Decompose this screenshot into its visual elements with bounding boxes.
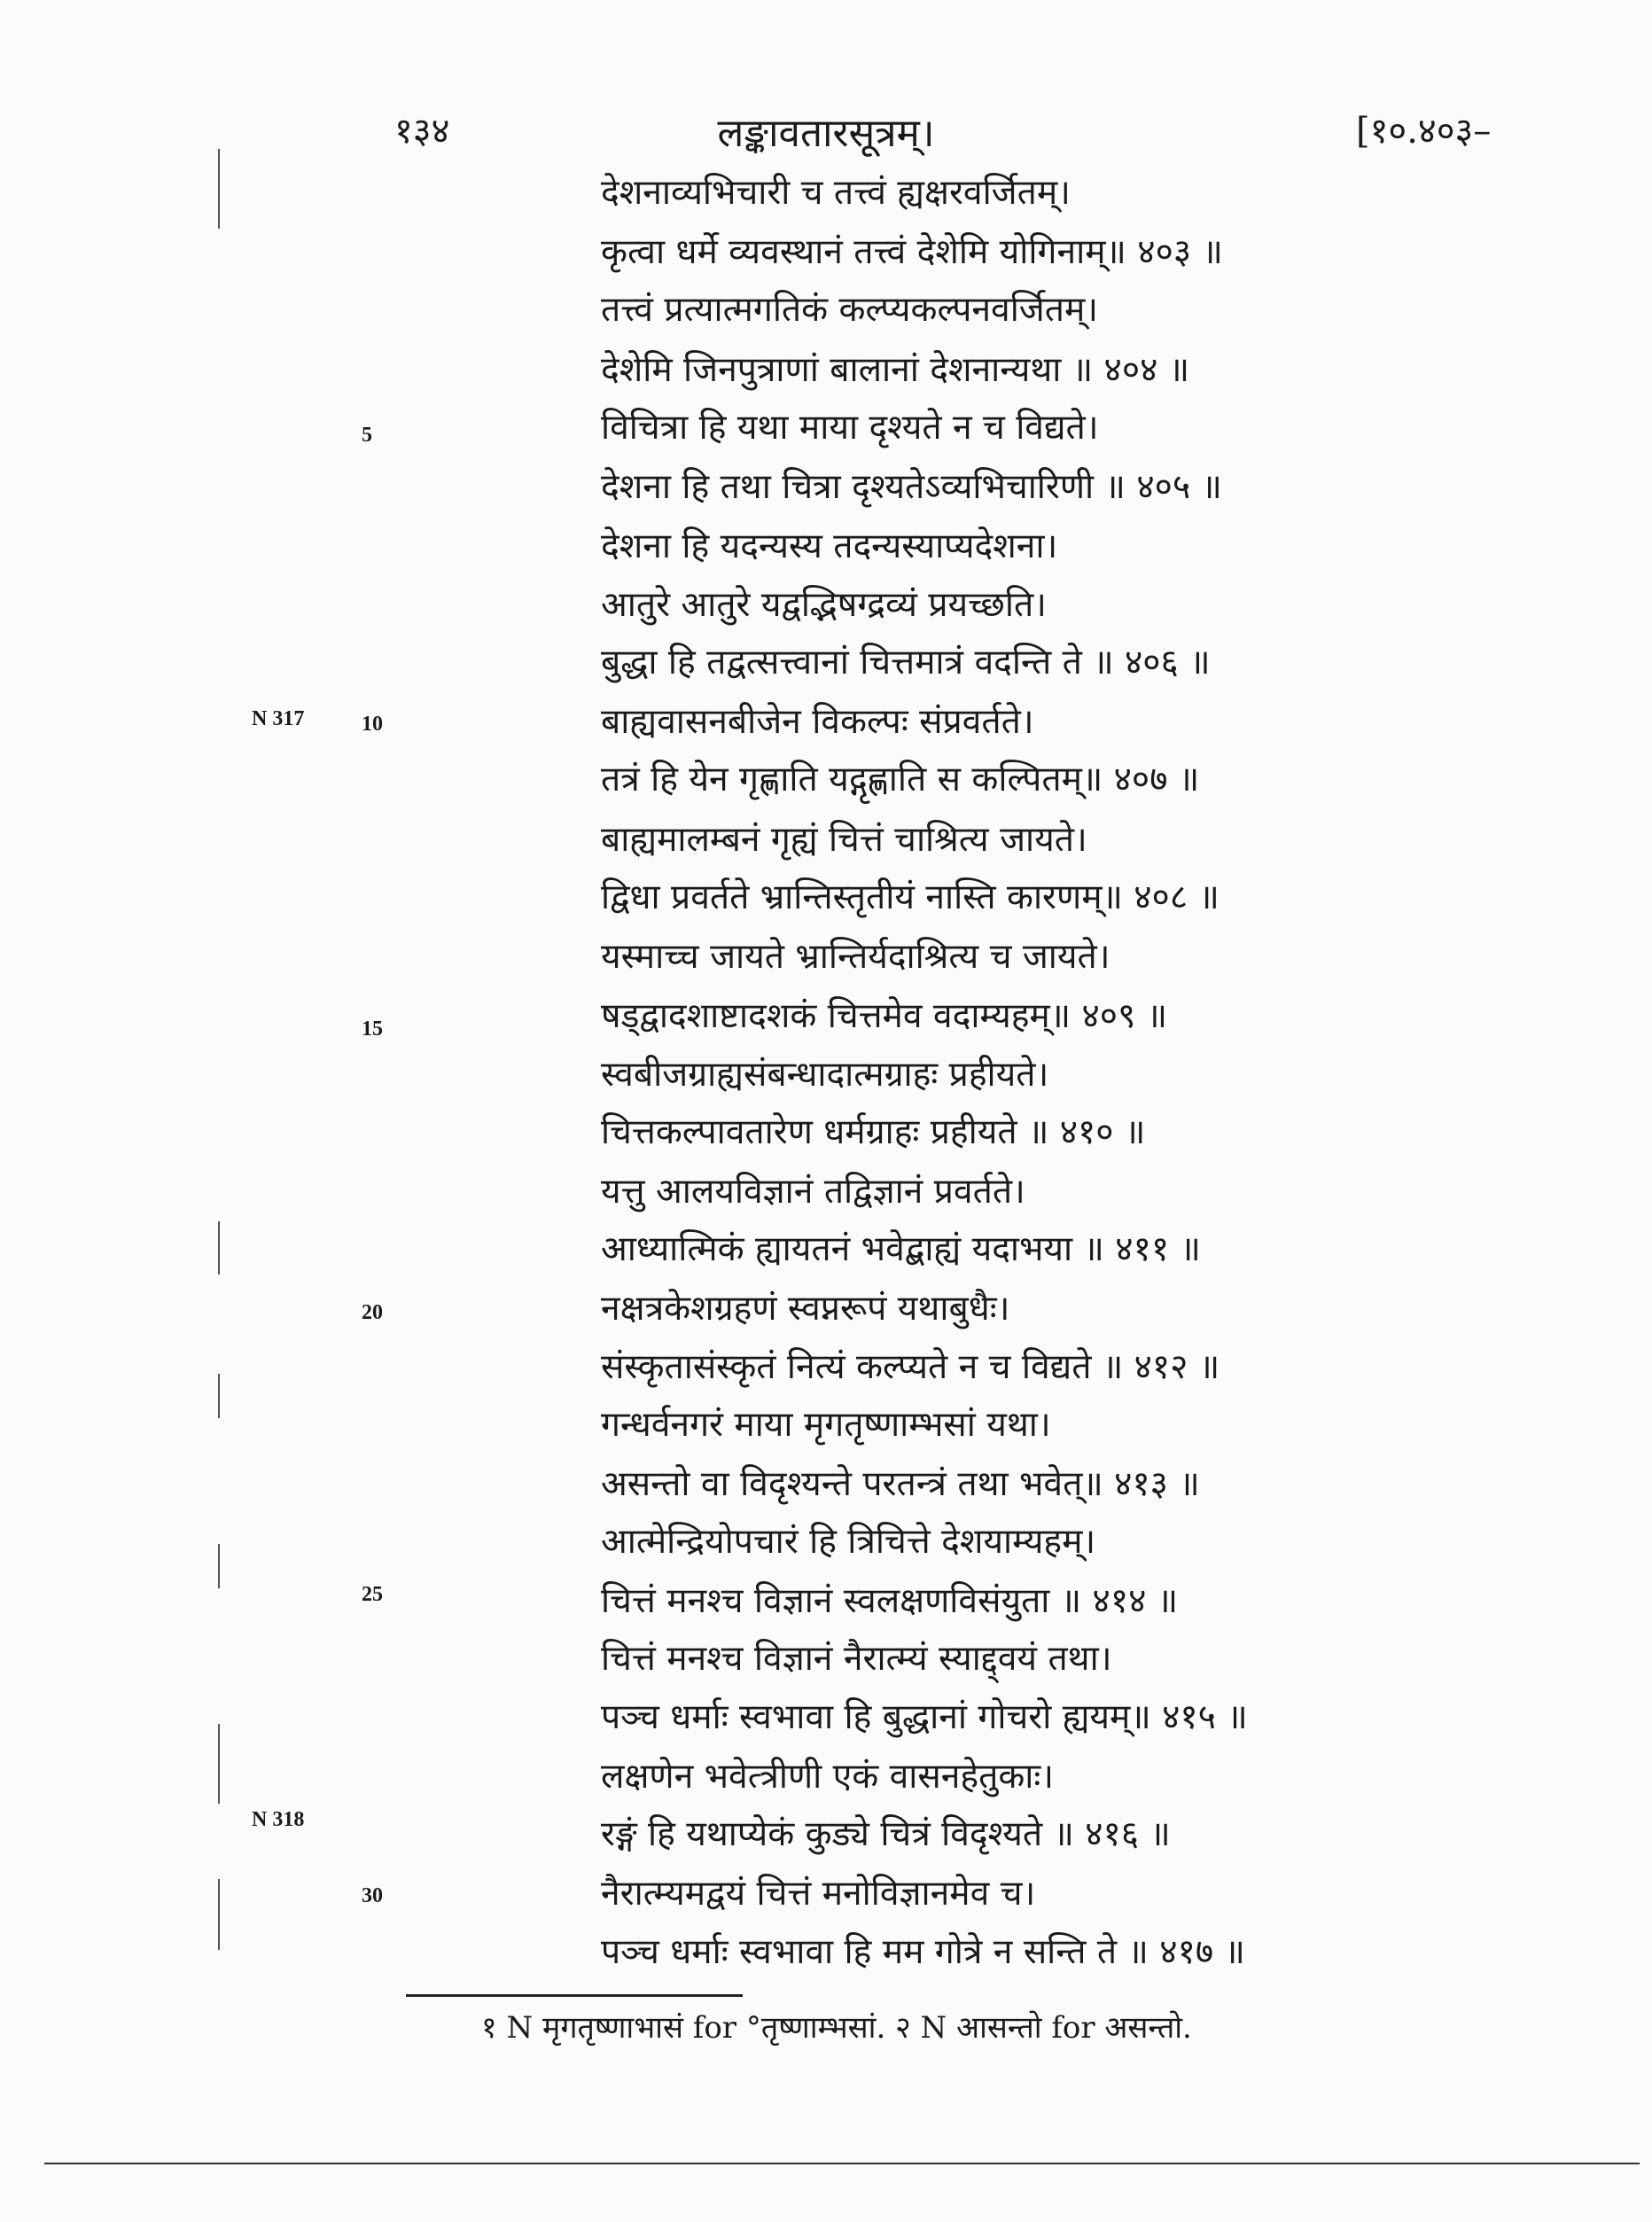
line-number: 10 xyxy=(362,713,383,736)
manuscript-ref-n318: N 318 xyxy=(252,1808,305,1831)
verse-line: तत्त्वं प्रत्यात्मगतिकं कल्प्यकल्पनवर्जितम्। xyxy=(601,290,1099,330)
verse-line: आतुरे आतुरे यद्वद्भिषग्द्रव्यं प्रयच्छति। xyxy=(601,585,1047,625)
verse-line: नैरात्म्यमद्वयं चित्तं मनोविज्ञानमेव च। xyxy=(601,1874,1036,1914)
page-bottom-rule xyxy=(44,2163,1640,2164)
verse-line: गन्धर्वनगरं माया मृगतृष्णाम्भसां यथा। xyxy=(601,1405,1051,1445)
verse-line: पञ्च धर्माः स्वभावा हि बुद्धानां गोचरो ह्ययम्॥ ४१५ ॥ xyxy=(601,1697,1248,1737)
verse-line: द्विधा प्रवर्तते भ्रान्तिस्तृतीयं नास्ति कारणम्॥ ४०८ ॥ xyxy=(601,877,1220,917)
verse-line: तत्रं हि येन गृह्णाति यद्गृह्णाति स कल्पितम्॥ ४०७ ॥ xyxy=(601,760,1200,799)
verse-line: कृत्वा धर्मे व्यवस्थानं तत्त्वं देशेमि योगिनाम्॥ ४०३ ॥ xyxy=(601,232,1223,272)
verse-line: यत्तु आलयविज्ञानं तद्विज्ञानं प्रवर्तते। xyxy=(601,1172,1025,1212)
verse-line: लक्षणेन भवेत्त्रीणी एकं वासनहेतुकाः। xyxy=(601,1757,1055,1797)
line-number: 25 xyxy=(362,1583,383,1606)
verse-line: पञ्च धर्माः स्वभावा हि मम गोत्रे न सन्ति ते ॥ ४१७ ॥ xyxy=(601,1932,1245,1972)
margin-mark xyxy=(218,1374,220,1418)
line-number: 30 xyxy=(362,1884,383,1907)
verse-line: चित्तं मनश्च विज्ञानं नैरात्म्यं स्याद्द्वयं तथा। xyxy=(601,1639,1112,1679)
page-number: १३४ xyxy=(394,111,450,152)
verse-line: आध्यात्मिकं ह्यायतनं भवेद्बाह्यं यदाभया ॥ ४११ ॥ xyxy=(601,1229,1201,1269)
footnote: १ N मृगतृष्णाभासं for °तृष्णाम्भसां. २ N आसन्तो for असन्तो. xyxy=(481,2010,1192,2046)
margin-mark xyxy=(218,149,220,229)
verse-line: बाह्यवासनबीजेन विकल्पः संप्रवर्तते। xyxy=(601,702,1034,742)
manuscript-ref-n317: N 317 xyxy=(252,707,305,730)
margin-mark xyxy=(218,1724,220,1804)
line-number: 20 xyxy=(362,1301,383,1324)
verse-line: विचित्रा हि यथा माया दृश्यते न च विद्यते। xyxy=(601,408,1099,448)
page-title: लङ्कावतारसूत्रम्। xyxy=(717,111,935,156)
verse-line: देशेमि जिनपुत्राणां बालानां देशनान्यथा ॥ ४०४ ॥ xyxy=(601,350,1190,390)
verse-line: देशना हि यदन्यस्य तदन्यस्याप्यदेशना। xyxy=(601,526,1058,566)
verse-line: असन्तो वा विदृश्यन्ते परतन्त्रं तथा भवेत्॥ ४१३ ॥ xyxy=(601,1464,1200,1504)
verse-line: रङ्गं हि यथाप्येकं कुड्ये चित्रं विदृश्यते ॥ ४१६ ॥ xyxy=(601,1814,1171,1854)
margin-mark xyxy=(218,1544,220,1588)
line-number: 15 xyxy=(362,1017,383,1041)
margin-mark xyxy=(218,1221,220,1275)
verse-line: आत्मेन्द्रियोपचारं हि त्रिचित्ते देशयाम्यहम्। xyxy=(601,1522,1096,1562)
verse-line: बाह्यमालम्बनं गृह्यं चित्तं चाश्रित्य जायते। xyxy=(601,820,1087,860)
verse-line: बुद्धा हि तद्वत्सत्त्वानां चित्तमात्रं वदन्ति ते ॥ ४०६ ॥ xyxy=(601,643,1211,682)
verse-line: संस्कृतासंस्कृतं नित्यं कल्प्यते न च विद्यते ॥ ४१२ ॥ xyxy=(601,1347,1220,1387)
verse-line: षड्द्वादशाष्टादशकं चित्तमेव वदाम्यहम्॥ ४०९ ॥ xyxy=(601,996,1168,1036)
footnote-rule xyxy=(406,1994,743,1997)
verse-line: देशना हि तथा चित्रा दृश्यतेऽव्यभिचारिणी ॥ ४०५ ॥ xyxy=(601,467,1222,507)
line-number: 5 xyxy=(362,424,372,447)
verse-range: [१०.४०३– xyxy=(1356,111,1492,152)
verse-line: स्वबीजग्राह्यसंबन्धादात्मग्राहः प्रहीयते। xyxy=(601,1055,1049,1095)
verse-line: नक्षत्रकेशग्रहणं स्वप्नरूपं यथाबुधैः। xyxy=(601,1289,1010,1329)
verse-line: चित्तकल्पावतारेण धर्मग्राहः प्रहीयते ॥ ४१० ॥ xyxy=(601,1112,1146,1152)
verse-line: चित्तं मनश्च विज्ञानं स्वलक्षणविसंयुता ॥ ४१४ ॥ xyxy=(601,1581,1179,1621)
margin-mark xyxy=(218,1879,220,1950)
verse-line: देशनाव्यभिचारी च तत्त्वं ह्यक्षरवर्जितम्। xyxy=(601,173,1071,213)
verse-line: यस्माच्च जायते भ्रान्तिर्यदाश्रित्य च जायते। xyxy=(601,937,1110,977)
